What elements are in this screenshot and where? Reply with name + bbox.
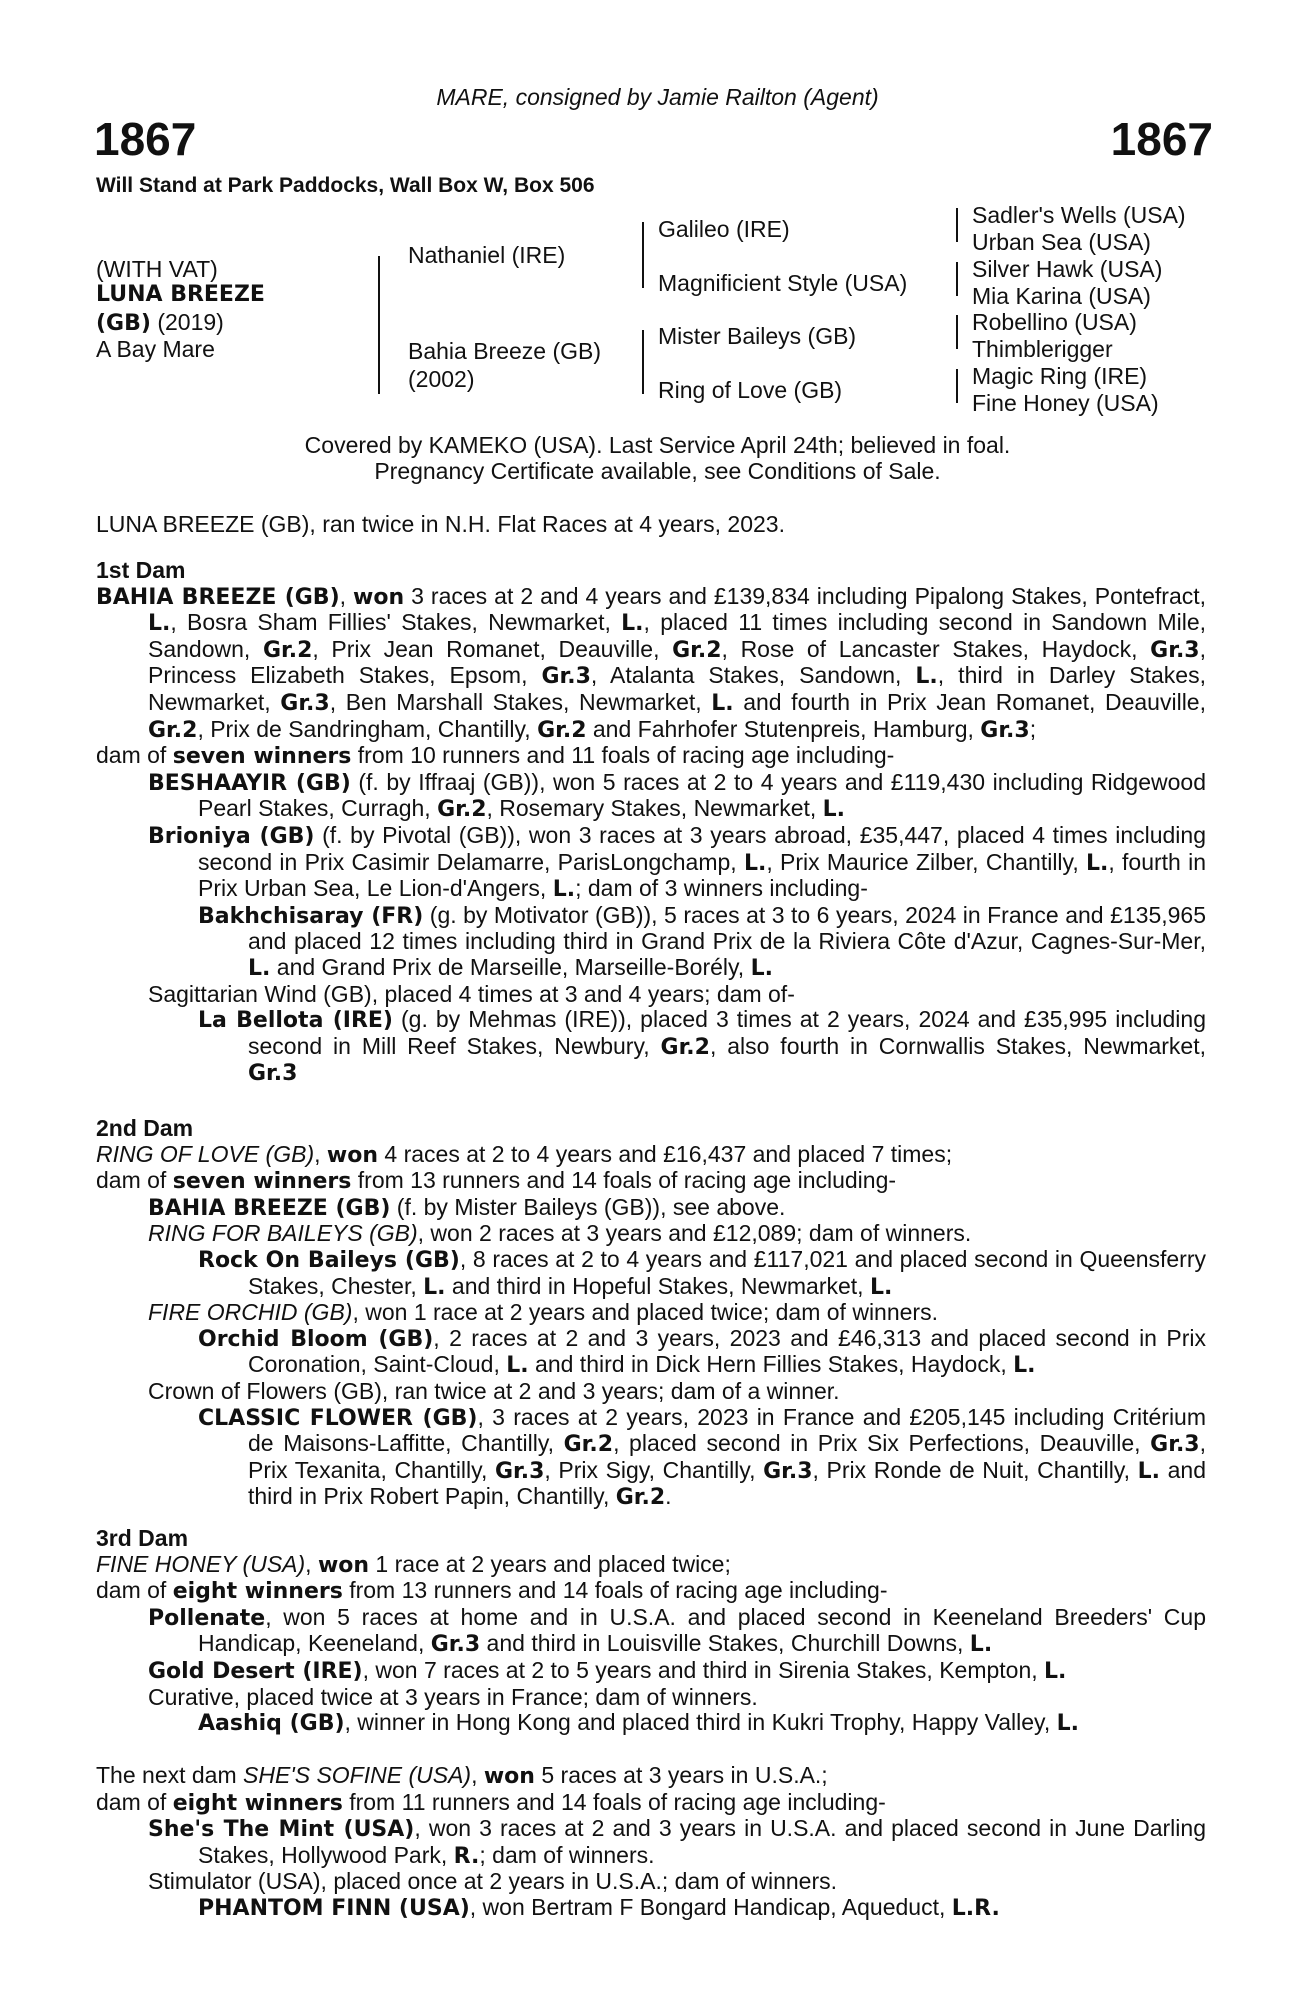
pedigree-brace-dam (642, 330, 644, 394)
pedigree-gg-8: Fine Honey (USA) (972, 390, 1159, 416)
next-dam-record: The next dam SHE'S SOFINE (USA), won 5 races at 3 years in U.S.A.; (96, 1762, 828, 1789)
second-dam-section (96, 1116, 1206, 1511)
pedigree-gg-7: Magic Ring (IRE) (972, 363, 1148, 389)
third-dam-produce: dam of eight winners from 13 runners and 14 foals of racing age including- (96, 1577, 888, 1605)
first-dam-heading: 1st Dam (96, 557, 186, 583)
first-dam-offspring-3: Sagittarian Wind (GB), placed 4 times at 3 and 4 years; dam of- (148, 980, 795, 1007)
pedigree-dam-dam: Ring of Love (GB) (658, 377, 843, 403)
third-dam-record: FINE HONEY (USA), won 1 race at 2 years and placed twice; (96, 1550, 731, 1578)
race-record (96, 512, 1206, 538)
race-record-text: LUNA BREEZE (GB), ran twice in N.H. Flat Races at 4 years, 2023. (96, 511, 785, 537)
third-dam-offspring-1: Pollenate, won 5 races at home and in U.S.A. and placed second in Keeneland Breeders' Cup Handicap, Keeneland, Gr.3 and third in Louisville Stakes, Churchill Downs, L. (148, 1603, 1206, 1658)
second-dam-grand-offspring-2: Orchid Bloom (GB), 2 races at 2 and 3 years, 2023 and £46,313 and placed second in Prix Coronation, Saint-Cloud, L. and third in Dick Hern Fillies Stakes, Haydock, L. (198, 1324, 1206, 1379)
covering-line-2: Pregnancy Certificate available, see Conditions of Sale. (374, 458, 941, 484)
first-dam-grand-offspring-1: Bakhchisaray (FR) (g. by Motivator (GB)), 5 races at 3 to 6 years, 2024 in France and £135,965 and placed 12 times including third in Grand Prix de la Riviera Côte d'Azur, Cagnes-Sur-Mer, L. and Grand Prix de Marseille, Marseille-Borély, L. (198, 901, 1206, 981)
next-dam-produce: dam of eight winners from 11 runners and 14 foals of racing age including- (96, 1788, 886, 1816)
third-dam-offspring-3: Curative, placed twice at 3 years in France; dam of winners. (148, 1683, 758, 1710)
pedigree-dam-year: (2002) (408, 366, 475, 392)
first-dam-offspring-2: Brioniya (GB) (f. by Pivotal (GB)), won 3 races at 3 years abroad, £35,447, placed 4 times including second in Prix Casimir Delamarre, ParisLongchamp, L., Prix Maurice Zilber, Chantilly, L., fourth in Prix Urban Sea, Le Lion-d'Angers, L.; dam of 3 winners including- (148, 821, 1207, 903)
pedigree-brace-gg1 (956, 208, 958, 242)
second-dam-offspring-4: Crown of Flowers (GB), ran twice at 2 and 3 years; dam of a winner. (148, 1377, 840, 1404)
next-dam-section (96, 1763, 1206, 1922)
pedigree-gg-4: Mia Karina (USA) (972, 283, 1151, 309)
horse-suffix: (GB) (96, 311, 151, 336)
first-dam-section (96, 558, 1206, 1087)
covering-line-1: Covered by KAMEKO (USA). Last Service April 24th; believed in foal. (304, 432, 1011, 458)
horse-year-line (96, 309, 224, 336)
stand-info: Will Stand at Park Paddocks, Wall Box W, Box 506 (96, 174, 595, 197)
horse-year: (2019) (157, 309, 224, 335)
next-dam-offspring-1: She's The Mint (USA), won 3 races at 2 and 3 years in U.S.A. and placed second in June Darling Stakes, Hollywood Park, R.; dam of winners. (148, 1815, 1206, 1869)
lot-number-left: 1867 (94, 113, 197, 165)
pedigree-dam-sire: Mister Baileys (GB) (658, 323, 857, 349)
pedigree-gg-1: Sadler's Wells (USA) (972, 202, 1186, 228)
third-dam-offspring-2: Gold Desert (IRE), won 7 races at 2 to 5 years and third in Sirenia Stakes, Kempton, L. (148, 1656, 1067, 1684)
horse-description: A Bay Mare (96, 336, 215, 362)
second-dam-offspring-1: BAHIA BREEZE (GB) (f. by Mister Baileys (GB)), see above. (148, 1193, 786, 1221)
pedigree-dam: Bahia Breeze (GB) (408, 338, 602, 364)
second-dam-record: RING OF LOVE (GB), won 4 races at 2 to 4 years and £16,437 and placed 7 times; (96, 1140, 953, 1168)
pedigree-sire-dam: Magnificient Style (USA) (658, 270, 908, 296)
second-dam-grand-offspring-1: Rock On Baileys (GB), 8 races at 2 to 4 years and £117,021 and placed second in Queensferry Stakes, Chester, L. and third in Hopeful Stakes, Newmarket, L. (198, 1245, 1206, 1300)
third-dam-section (96, 1526, 1206, 1737)
first-dam-produce: dam of seven winners from 10 runners and 11 foals of racing age including- (96, 742, 895, 770)
pedigree-brace-main (378, 256, 380, 394)
pedigree-brace-gg3 (956, 315, 958, 349)
pedigree-gg-3: Silver Hawk (USA) (972, 256, 1163, 282)
pedigree-sire-sire: Galileo (IRE) (658, 216, 790, 242)
pedigree-gg-5: Robellino (USA) (972, 309, 1137, 335)
pedigree-gg-6: Thimblerigger (972, 336, 1113, 362)
horse-name: LUNA BREEZE (96, 282, 265, 307)
lot-number-right: 1867 (1110, 113, 1213, 165)
second-dam-grand-offspring-3: CLASSIC FLOWER (GB), 3 races at 2 years, 2023 in France and £205,145 including Critérium de Maisons-Laffitte, Chantilly, Gr.2, placed second in Prix Six Perfections, Deauville, Gr.3, Prix Texanita, Chantilly, Gr.3, Prix Sigy, Chantilly, Gr.3, Prix Ronde de Nuit, Chantilly, L. and third in Prix Robert Papin, Chantilly, Gr.2. (198, 1403, 1207, 1511)
pedigree-brace-sire (642, 222, 644, 288)
next-dam-grand-offspring-1: PHANTOM FINN (USA), won Bertram F Bongard Handicap, Aqueduct, L.R. (198, 1893, 1000, 1921)
next-dam-offspring-2: Stimulator (USA), placed once at 2 years in U.S.A.; dam of winners. (148, 1868, 838, 1895)
second-dam-produce: dam of seven winners from 13 runners and 14 foals of racing age including- (96, 1167, 897, 1195)
first-dam-offspring-1: BESHAAYIR (GB) (f. by Iffraaj (GB)), won 5 races at 2 to 4 years and £119,430 including Ridgewood Pearl Stakes, Curragh, Gr.2, Rosemary Stakes, Newmarket, L. (148, 768, 1207, 823)
pedigree-brace-gg2 (956, 262, 958, 296)
pedigree-gg-2: Urban Sea (USA) (972, 229, 1151, 255)
third-dam-grand-offspring-1: Aashiq (GB), winner in Hong Kong and placed third in Kukri Trophy, Happy Valley, L. (198, 1709, 1080, 1737)
second-dam-offspring-3: FIRE ORCHID (GB), won 1 race at 2 years and placed twice; dam of winners. (148, 1299, 938, 1326)
pedigree-brace-gg4 (956, 369, 958, 403)
first-dam-record: BAHIA BREEZE (GB), won 3 races at 2 and 4 years and £139,834 including Pipalong Stakes, Pontefract, L., Bosra Sham Fillies' Stakes, Newmarket, L., placed 11 times including second in Sandown Mile, Sandown, Gr.2, Prix Jean Romanet, Deauville, Gr.2, Rose of Lancaster Stakes, Haydock, Gr.3, Princess Elizabeth Stakes, Epsom, Gr.3, Atalanta Stakes, Sandown, L., third in Darley Stakes, Newmarket, Gr.3, Ben Marshall Stakes, Newmarket, L. and fourth in Prix Jean Romanet, Deauville, Gr.2, Prix de Sandringham, Chantilly, Gr.2 and Fahrhofer Stutenpreis, Hamburg, Gr.3; (96, 582, 1207, 743)
consignor-line: MARE, consigned by Jamie Railton (Agent) (436, 84, 879, 110)
pedigree-sire: Nathaniel (IRE) (408, 242, 566, 268)
second-dam-heading: 2nd Dam (96, 1115, 194, 1141)
vat-note: (WITH VAT) (96, 256, 218, 282)
first-dam-grand-offspring-2: La Bellota (IRE) (g. by Mehmas (IRE)), placed 3 times at 2 years, 2024 and £35,995 including second in Mill Reef Stakes, Newbury, Gr.2, also fourth in Cornwallis Stakes, Newmarket, Gr.3 (198, 1006, 1206, 1087)
third-dam-heading: 3rd Dam (96, 1525, 189, 1551)
second-dam-offspring-2: RING FOR BAILEYS (GB), won 2 races at 3 years and £12,089; dam of winners. (148, 1220, 972, 1247)
